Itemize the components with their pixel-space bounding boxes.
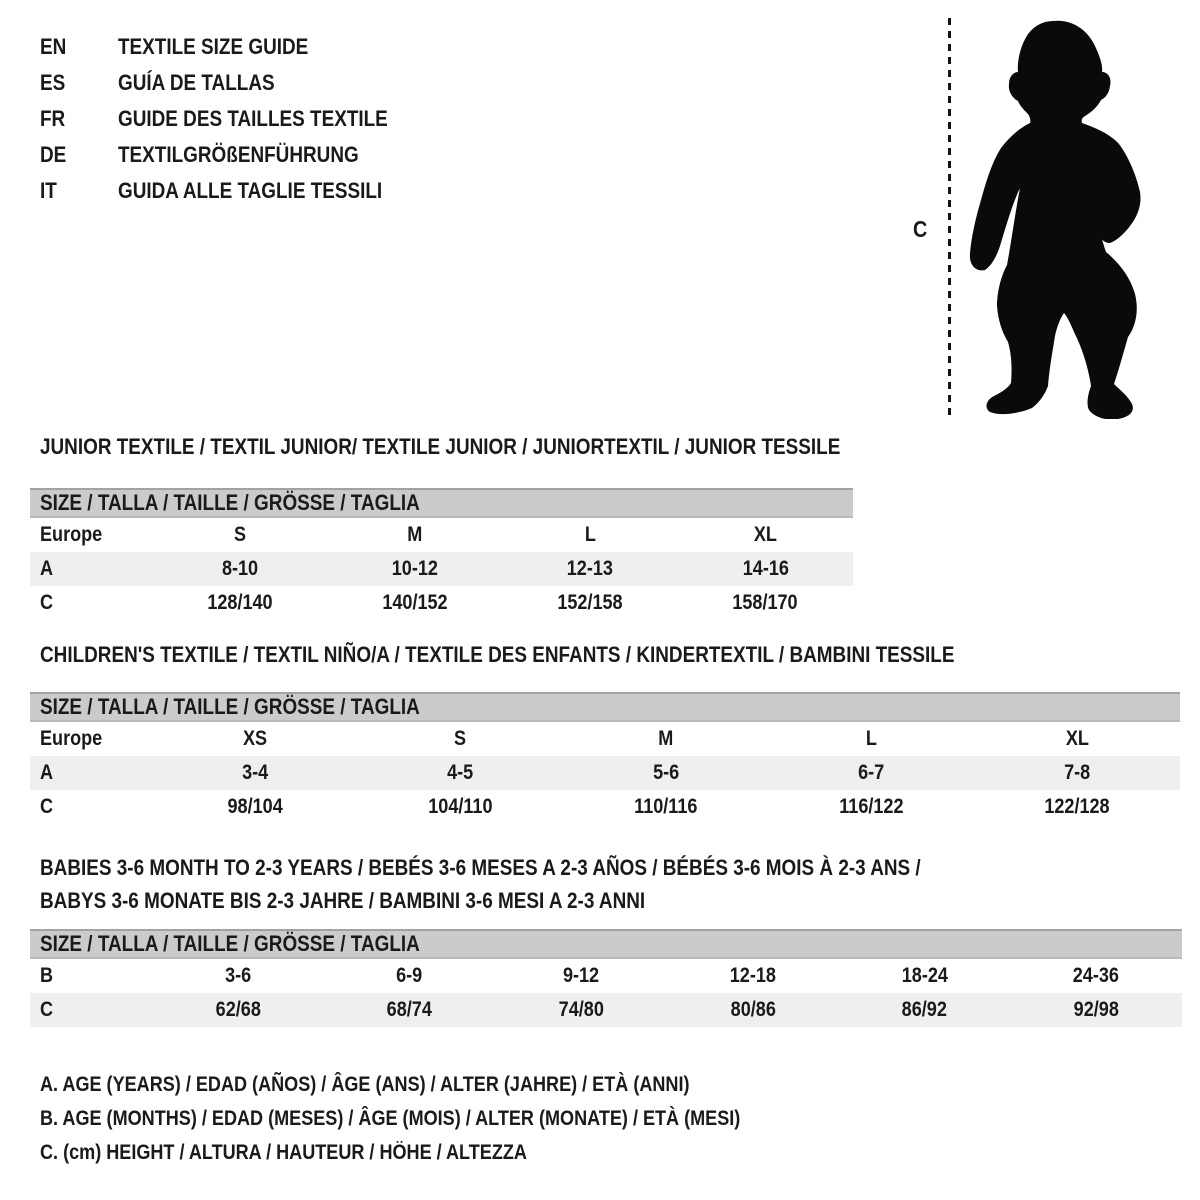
language-guide-title: GUÍA DE TALLAS — [118, 70, 275, 95]
size-cell: 128/140 — [206, 591, 273, 614]
size-cell: 152/158 — [557, 591, 623, 614]
size-cell: 98/104 — [227, 795, 283, 818]
size-cell: 122/128 — [1044, 795, 1110, 818]
size-cell: L — [584, 523, 596, 546]
table-row — [30, 993, 1182, 1027]
size-cell: 24-36 — [1073, 964, 1120, 987]
legend-line-c: C. (cm) HEIGHT / ALTURA / HAUTEUR / HÖHE / ALTEZZA — [40, 1141, 527, 1164]
language-code: EN — [40, 34, 67, 59]
junior-size-table — [30, 488, 853, 620]
size-cell: 8-10 — [221, 557, 258, 580]
junior-section-title: JUNIOR TEXTILE / TEXTIL JUNIOR/ TEXTILE JUNIOR / JUNIORTEXTIL / JUNIOR TESSILE — [40, 434, 841, 459]
size-cell: 104/110 — [428, 795, 493, 818]
row-label: A — [40, 761, 54, 784]
size-cell: 12-18 — [729, 964, 776, 987]
row-label: C — [40, 591, 54, 614]
row-label: C — [40, 795, 54, 818]
language-guide-title: TEXTILE SIZE GUIDE — [118, 34, 309, 59]
table-row — [30, 722, 1180, 756]
language-row — [40, 173, 432, 209]
row-label: Europe — [40, 727, 103, 750]
size-cell: 6-7 — [858, 761, 885, 784]
size-cell: 5-6 — [652, 761, 680, 784]
language-row — [40, 65, 432, 101]
language-code: IT — [40, 178, 57, 203]
children-size-table — [30, 692, 1180, 824]
language-title-list — [40, 29, 432, 209]
row-label: A — [40, 557, 54, 580]
language-guide-title: GUIDA ALLE TAGLIE TESSILI — [118, 178, 383, 203]
size-cell: 110/116 — [634, 795, 698, 818]
size-cell: 4-5 — [447, 761, 474, 784]
legend-line-a: A. AGE (YEARS) / EDAD (AÑOS) / ÂGE (ANS) / ALTER (JAHRE) / ETÀ (ANNI) — [40, 1073, 690, 1096]
size-cell: 68/74 — [386, 998, 433, 1021]
size-cell: 140/152 — [382, 591, 448, 614]
babies-title-line2: BABYS 3-6 MONATE BIS 2-3 JAHRE / BAMBINI 3-6 MESI A 2-3 ANNI — [40, 888, 646, 913]
language-row — [40, 29, 432, 65]
size-cell: 74/80 — [558, 998, 604, 1021]
size-cell: 92/98 — [1073, 998, 1119, 1021]
language-row — [40, 137, 432, 173]
height-measure-label: C — [913, 216, 928, 242]
size-cell: M — [407, 523, 423, 546]
children-section-title: CHILDREN'S TEXTILE / TEXTIL NIÑO/A / TEXTILE DES ENFANTS / KINDERTEXTIL / BAMBINI TESSILE — [40, 642, 955, 667]
table-row — [30, 790, 1180, 824]
height-measure-line — [948, 18, 951, 415]
babies-section-title — [40, 851, 1064, 917]
size-cell: 18-24 — [901, 964, 948, 987]
size-cell: 62/68 — [215, 998, 261, 1021]
table-header-bar: SIZE / TALLA / TAILLE / GRÖSSE / TAGLIA — [30, 692, 1180, 722]
table-row — [30, 518, 853, 552]
size-cell: XL — [1065, 727, 1089, 750]
size-cell: 10-12 — [391, 557, 438, 580]
measurement-legend — [40, 1068, 854, 1170]
toddler-silhouette-illustration — [958, 14, 1188, 419]
size-cell: XL — [753, 523, 777, 546]
row-label: B — [40, 964, 54, 987]
legend-line-b: B. AGE (MONTHS) / EDAD (MESES) / ÂGE (MOIS) / ALTER (MONATE) / ETÀ (MESI) — [40, 1107, 741, 1130]
language-row — [40, 101, 432, 137]
size-cell: L — [866, 727, 878, 750]
table-row — [30, 586, 853, 620]
language-guide-title: TEXTILGRÖßENFÜHRUNG — [118, 142, 359, 167]
language-code: DE — [40, 142, 67, 167]
size-cell: 6-9 — [396, 964, 423, 987]
row-label: C — [40, 998, 54, 1021]
size-cell: 116/122 — [839, 795, 904, 818]
size-cell: 86/92 — [901, 998, 948, 1021]
size-cell: S — [454, 727, 467, 750]
babies-title-line1: BABIES 3-6 MONTH TO 2-3 YEARS / BEBÉS 3-6 MESES A 2-3 AÑOS / BÉBÉS 3-6 MOIS À 2-3 ANS / — [40, 855, 921, 880]
size-cell: 7-8 — [1064, 761, 1091, 784]
size-cell: 9-12 — [563, 964, 600, 987]
size-cell: 158/170 — [732, 591, 799, 614]
size-cell: XS — [242, 727, 267, 750]
babies-size-table — [30, 929, 1182, 1027]
language-code: FR — [40, 106, 66, 131]
size-cell: S — [233, 523, 246, 546]
language-code: ES — [40, 70, 66, 95]
table-row — [30, 959, 1182, 993]
size-cell: M — [658, 727, 674, 750]
row-label: Europe — [40, 523, 103, 546]
table-header-bar: SIZE / TALLA / TAILLE / GRÖSSE / TAGLIA — [30, 929, 1182, 959]
size-cell: 14-16 — [742, 557, 789, 580]
table-header-bar: SIZE / TALLA / TAILLE / GRÖSSE / TAGLIA — [30, 488, 853, 518]
size-cell: 12-13 — [567, 557, 614, 580]
size-cell: 3-6 — [224, 964, 251, 987]
table-row — [30, 552, 853, 586]
size-cell: 80/86 — [730, 998, 776, 1021]
language-guide-title: GUIDE DES TAILLES TEXTILE — [118, 106, 388, 131]
size-cell: 3-4 — [241, 761, 268, 784]
table-row — [30, 756, 1180, 790]
